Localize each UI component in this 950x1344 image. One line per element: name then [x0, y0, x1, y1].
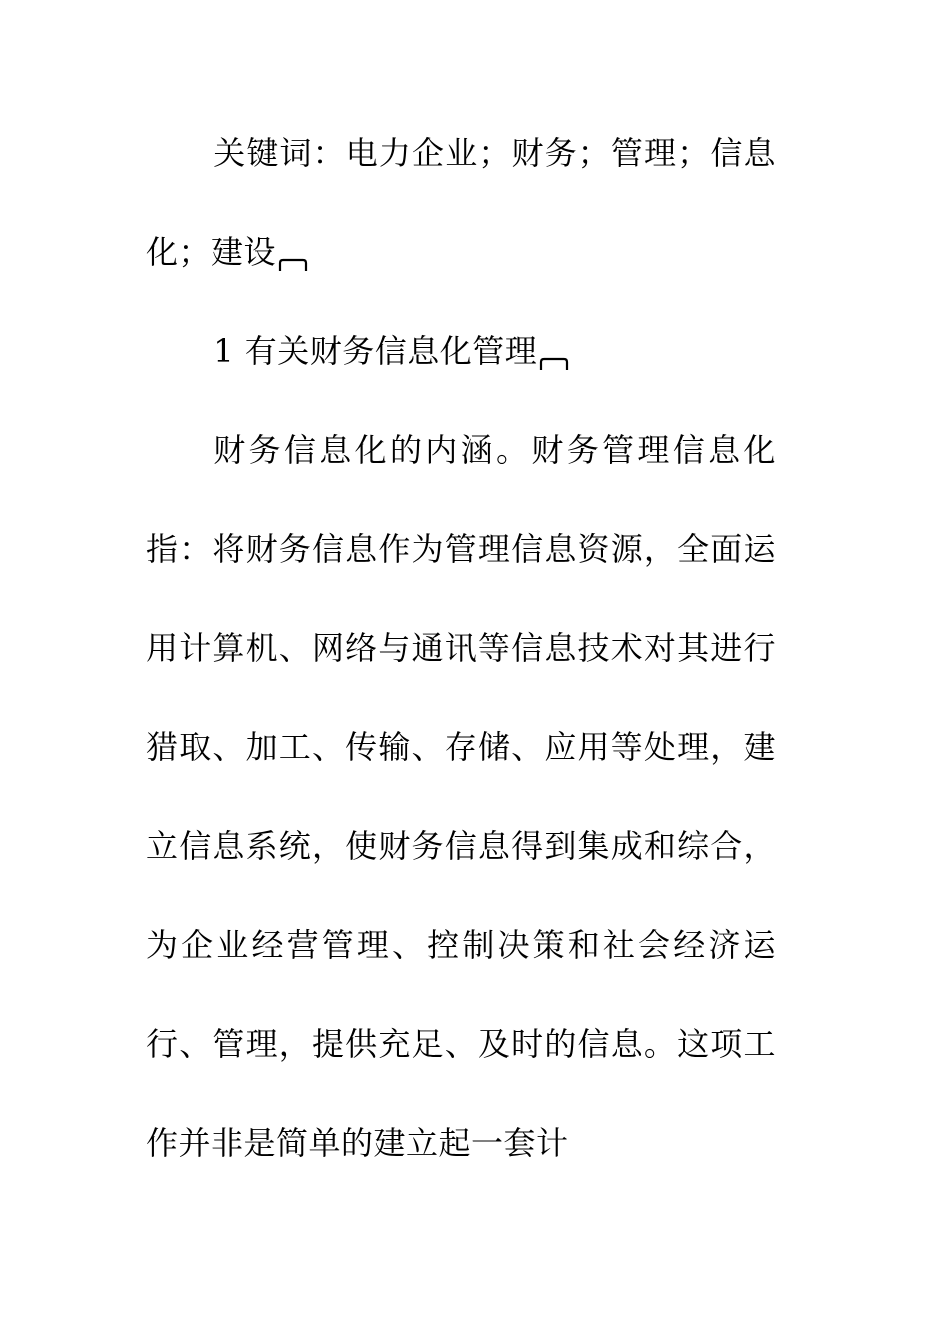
section-heading	[146, 302, 776, 401]
paragraph-end-mark-icon	[539, 356, 569, 372]
keywords-text: 关键词：电力企业；财务；管理；信息化；建设	[146, 134, 776, 271]
paragraph-end-mark-icon	[278, 257, 308, 273]
keywords-paragraph	[146, 104, 776, 302]
document-page	[146, 104, 776, 1193]
body-text: 财务信息化的内涵。财务管理信息化指：将财务信息作为管理信息资源，全面运用计算机、网络与通讯等信息技术对其进行猎取、加工、传输、存储、应用等处理，建立信息系统，使财务信息得到集成和综合，为企业经营管理、控制决策和社会经济运行、管理，提供充足、及时的信息。这项工作并非是简单的建立起一套计	[146, 431, 776, 1162]
body-paragraph	[146, 401, 776, 1193]
section-heading-text: 1 有关财务信息化管理	[213, 332, 538, 370]
